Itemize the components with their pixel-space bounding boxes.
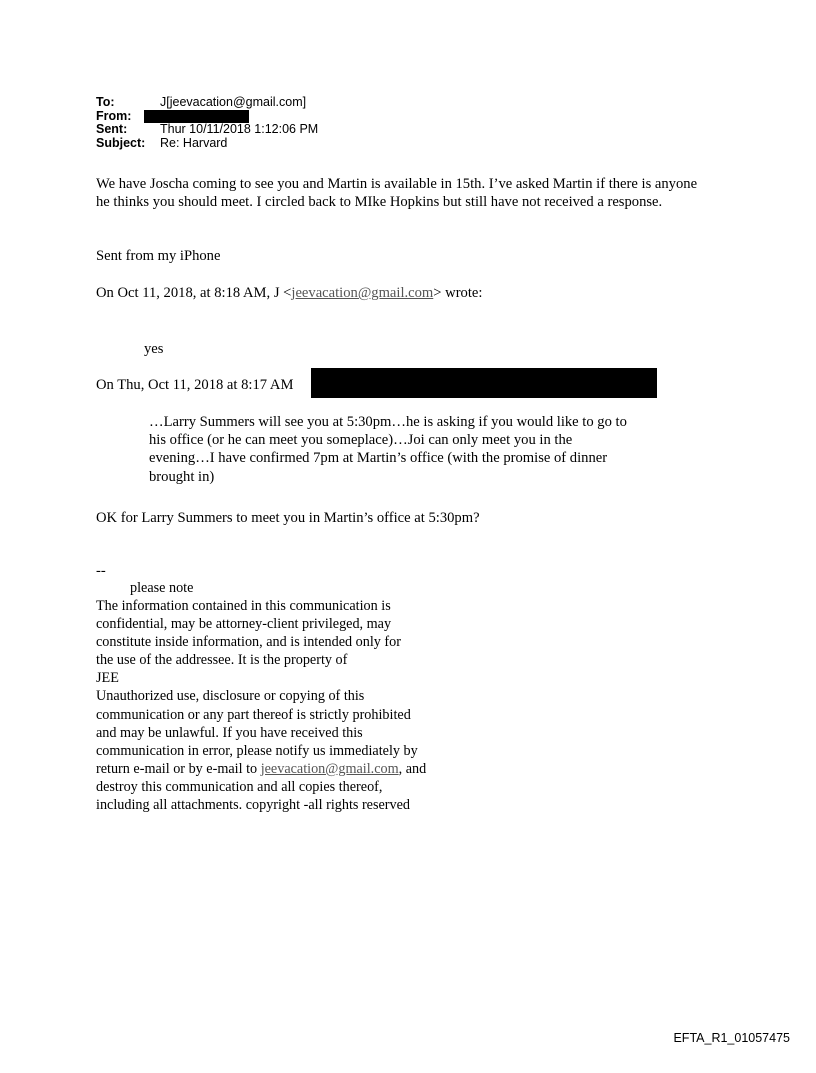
second-intro-suffix: wrote: — [564, 377, 602, 393]
quoted-message — [149, 413, 627, 486]
document-id: EFTA_R1_01057475 — [673, 1031, 790, 1045]
disclaimer-line: destroy this communication and all copies thereof, — [96, 778, 383, 795]
reply-intro — [96, 284, 482, 302]
sent-label: Sent: — [96, 122, 128, 137]
sender-redaction — [311, 368, 657, 398]
body-paragraph: We have Joscha coming to see you and Martin is available in 15th. I’ve asked Martin if there is anyone he thinks you should meet. I circled back to MIke Hopkins but still have not received a response. — [96, 176, 698, 211]
quote-line: evening…I have confirmed 7pm at Martin’s office (with the promise of dinner — [149, 450, 608, 467]
sent-from-line: Sent from my iPhone — [96, 248, 221, 264]
quote-line: …Larry Summers will see you at 5:30pm…he is asking if you would like to go to — [149, 414, 627, 430]
disclaimer-line: communication or any part thereof is strictly prohibited — [96, 706, 411, 723]
subject-value: Re: Harvard — [160, 135, 228, 150]
disclaimer-line: and may be unlawful. If you have received this — [96, 724, 363, 741]
please-note: please note — [130, 580, 194, 596]
quote-line: brought in) — [149, 468, 215, 485]
disclaimer-line: the use of the addressee. It is the property of — [96, 652, 348, 669]
from-label: From: — [96, 108, 132, 123]
disclaimer-line: JEE — [96, 670, 119, 687]
disclaimer-line: communication in error, please notify us immediately by — [96, 742, 418, 759]
reply-intro-prefix: On Oct 11, 2018, at 8:18 AM, J < — [96, 285, 292, 301]
sent-row — [96, 123, 318, 137]
signature-dashes: -- — [96, 563, 106, 579]
from-row — [96, 110, 318, 124]
disclaimer-line: The information contained in this communication is — [96, 598, 391, 614]
ok-line: OK for Larry Summers to meet you in Martin’s office at 5:30pm? — [96, 510, 480, 526]
sent-value: Thur 10/11/2018 1:12:06 PM — [160, 122, 319, 137]
quote-line: his office (or he can meet you someplace)…Joi can only meet you in the — [149, 432, 573, 449]
return-prefix: return e-mail or by e-mail to — [96, 760, 261, 777]
disclaimer-line: including all attachments. copyright -all rights reserved — [96, 797, 411, 814]
reply-email-link[interactable]: jeevacation@gmail.com — [291, 285, 434, 301]
footer-email-link[interactable]: jeevacation@gmail.com — [260, 760, 399, 777]
return-suffix: , and — [398, 760, 427, 777]
disclaimer-line: constitute inside information, and is intended only for — [96, 634, 401, 651]
email-header — [96, 96, 318, 150]
subject-row — [96, 137, 318, 151]
second-intro-prefix: On Thu, Oct 11, 2018 at 8:17 AM — [96, 377, 294, 393]
subject-label: Subject: — [96, 135, 146, 150]
yes-line: yes — [144, 341, 164, 357]
reply-intro-suffix: > wrote: — [433, 285, 483, 301]
from-redaction — [144, 110, 249, 123]
disclaimer-line: confidential, may be attorney-client privileged, may — [96, 616, 392, 633]
to-row — [96, 96, 318, 110]
disclaimer-line — [96, 760, 426, 778]
to-label: To: — [96, 95, 115, 109]
disclaimer — [96, 597, 426, 814]
second-intro — [96, 376, 602, 394]
to-value: J[jeevacation@gmail.com] — [160, 95, 307, 109]
disclaimer-line: Unauthorized use, disclosure or copying of this — [96, 688, 365, 705]
